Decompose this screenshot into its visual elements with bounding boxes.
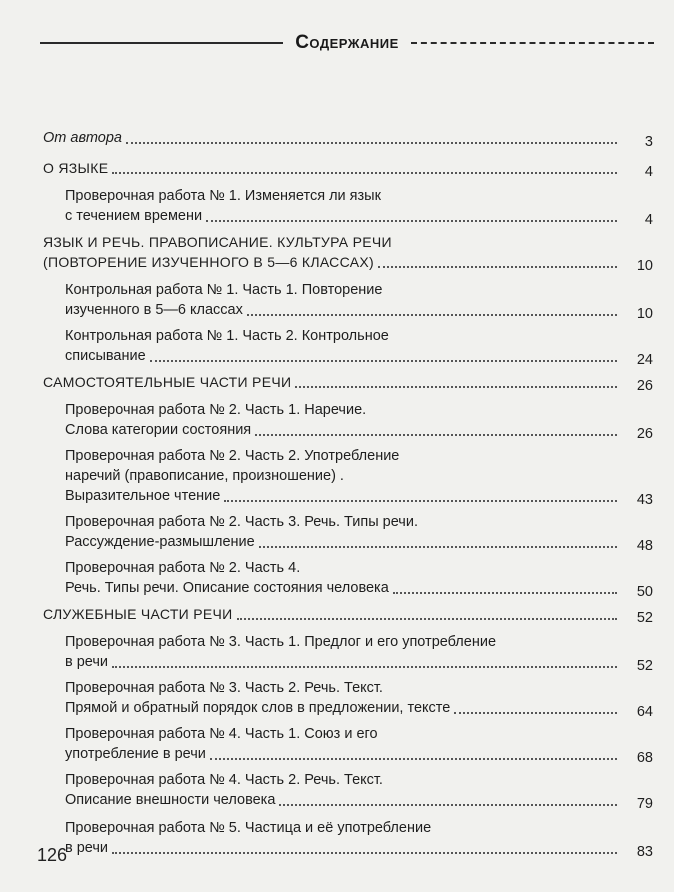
toc-page-number: 52 — [636, 610, 653, 626]
toc-entry-line-with-leader — [65, 206, 621, 226]
toc-subsection-entry — [0, 818, 674, 858]
dot-leader — [259, 546, 617, 548]
toc-page-number: 24 — [636, 352, 653, 368]
toc-entry-text: списывание — [65, 348, 146, 364]
toc-entry-line-with-leader — [43, 252, 621, 272]
toc-page-number: 48 — [636, 538, 653, 554]
toc-section-entry — [0, 232, 674, 272]
toc-page-number: 79 — [636, 796, 653, 812]
toc-entry-line-with-leader — [65, 652, 621, 672]
toc-page-number: 4 — [644, 212, 653, 228]
dot-leader — [454, 712, 617, 714]
toc-entry-text: САМОСТОЯТЕЛЬНЫЕ ЧАСТИ РЕЧИ — [43, 374, 292, 390]
dot-leader — [378, 266, 617, 268]
page-title: Содержание — [295, 32, 399, 53]
toc-entry-line-with-leader — [43, 604, 621, 624]
toc-section-entry — [0, 372, 674, 392]
toc-entry-text: Проверочная работа № 2. Часть 1. Наречие. — [65, 402, 367, 418]
toc-entry-line-with-leader — [65, 532, 621, 552]
toc-page-number: 10 — [636, 258, 653, 274]
toc-subsection-entry — [0, 446, 674, 506]
toc-entry-text: Проверочная работа № 4. Часть 2. Речь. Текст. — [65, 772, 383, 788]
toc-entry-line-with-leader — [65, 744, 621, 764]
dot-leader — [112, 172, 617, 174]
toc-entry-text: Проверочная работа № 3. Часть 1. Предлог и его употребление — [65, 634, 497, 650]
toc-entry-text: Проверочная работа № 1. Изменяется ли язык — [65, 188, 381, 204]
toc-page-number: 4 — [644, 164, 653, 180]
toc-entry-line-with-leader — [43, 128, 621, 148]
toc-entry-line-with-leader — [43, 372, 621, 392]
toc-subsection-entry — [0, 512, 674, 552]
toc-page-number: 43 — [636, 492, 653, 508]
toc-subsection-entry — [0, 186, 674, 226]
toc-entry-text: СЛУЖЕБНЫЕ ЧАСТИ РЕЧИ — [43, 606, 233, 622]
toc-entry-text: Слова категории состояния — [65, 422, 252, 438]
toc-subsection-entry — [0, 770, 674, 810]
toc-header — [40, 30, 654, 56]
header-rule-right — [411, 42, 654, 44]
toc-entry-text: ЯЗЫК И РЕЧЬ. ПРАВОПИСАНИЕ. КУЛЬТУРА РЕЧИ — [43, 234, 392, 250]
toc-entry-text: Проверочная работа № 4. Часть 1. Союз и его — [65, 726, 378, 742]
dot-leader — [393, 592, 617, 594]
toc-entry-text: Выразительное чтение — [65, 488, 221, 504]
toc-page-number: 50 — [636, 584, 653, 600]
dot-leader — [126, 142, 617, 144]
toc-page-number: 64 — [636, 704, 653, 720]
toc-entry-text: Рассуждение-размышление — [65, 534, 255, 550]
toc-section-entry — [0, 604, 674, 624]
dot-leader — [112, 666, 617, 668]
dot-leader — [210, 758, 617, 760]
dot-leader — [206, 220, 617, 222]
toc-subsection-entry — [0, 280, 674, 320]
toc-entry-line-with-leader — [65, 300, 621, 320]
toc-entry-text: Проверочная работа № 5. Частица и её употребление — [65, 820, 432, 836]
dot-leader — [247, 314, 617, 316]
toc-entry-text: Проверочная работа № 2. Часть 4. — [65, 560, 301, 576]
toc-page-number: 83 — [636, 844, 653, 860]
toc-page-number: 10 — [636, 306, 653, 322]
dot-leader — [112, 852, 617, 854]
dot-leader — [237, 618, 618, 620]
toc-entry-text: с течением времени — [65, 208, 203, 224]
toc-entry-text: Проверочная работа № 2. Часть 2. Употребление — [65, 448, 400, 464]
toc-page-number: 26 — [636, 378, 653, 394]
toc-entry-text: Проверочная работа № 3. Часть 2. Речь. Текст. — [65, 680, 383, 696]
toc-entry-line-with-leader — [43, 158, 621, 178]
page-folio: 126 — [37, 845, 68, 865]
toc-page-number: 26 — [636, 426, 653, 442]
toc-entry-text: Проверочная работа № 2. Часть 3. Речь. Типы речи. — [65, 514, 418, 530]
toc-entry-text: (ПОВТОРЕНИЕ ИЗУЧЕННОГО В 5—6 КЛАССАХ) — [43, 254, 374, 270]
toc-entry-text: О ЯЗЫКЕ — [43, 160, 109, 176]
toc-entry-line-with-leader — [65, 698, 621, 718]
toc-entry-text: Контрольная работа № 1. Часть 1. Повторение — [65, 282, 383, 298]
toc-list — [0, 122, 674, 858]
toc-entry-line-with-leader — [65, 346, 621, 366]
toc-page-number: 68 — [636, 750, 653, 766]
toc-entry-text: Контрольная работа № 1. Часть 2. Контрольное — [65, 328, 389, 344]
toc-entry-text: Речь. Типы речи. Описание состояния человека — [65, 580, 389, 596]
toc-entry-line-with-leader — [65, 486, 621, 506]
toc-entry-text: Прямой и обратный порядок слов в предложении, тексте — [65, 700, 451, 716]
toc-page-number: 52 — [636, 658, 653, 674]
toc-entry-line-with-leader — [65, 420, 621, 440]
toc-entry-line-with-leader — [65, 790, 621, 810]
toc-entry-text: наречий (правописание, произношение) . — [65, 468, 344, 484]
toc-entry-text: в речи — [65, 654, 109, 670]
toc-entry-text: в речи — [65, 840, 109, 856]
toc-subsection-entry — [0, 558, 674, 598]
header-rule-left — [40, 42, 283, 44]
toc-subsection-entry — [0, 678, 674, 718]
toc-entry-line-with-leader — [65, 838, 621, 858]
toc-subsection-entry — [0, 326, 674, 366]
toc-section-entry — [0, 158, 674, 178]
dot-leader — [295, 386, 617, 388]
toc-subsection-entry — [0, 400, 674, 440]
toc-entry-text: От автора — [43, 130, 122, 146]
toc-entry-text: употребление в речи — [65, 746, 206, 762]
toc-subsection-entry — [0, 632, 674, 672]
dot-leader — [150, 360, 617, 362]
dot-leader — [279, 804, 617, 806]
toc-section-entry — [0, 128, 674, 148]
dot-leader — [255, 434, 617, 436]
toc-entry-text: изученного в 5—6 классах — [65, 302, 243, 318]
toc-entry-line-with-leader — [65, 578, 621, 598]
toc-subsection-entry — [0, 724, 674, 764]
toc-entry-text: Описание внешности человека — [65, 792, 276, 808]
toc-page-number: 3 — [644, 134, 653, 150]
dot-leader — [224, 500, 617, 502]
